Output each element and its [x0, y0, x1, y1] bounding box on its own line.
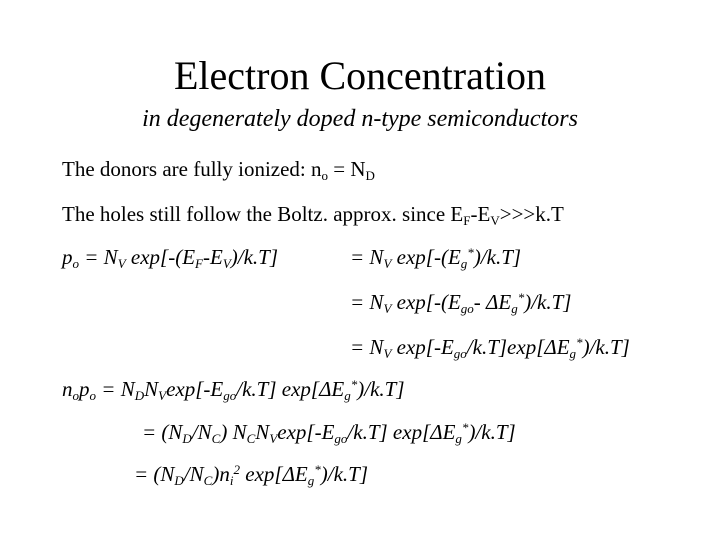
slide-title: Electron Concentration	[173, 53, 547, 98]
hole-concentration-step-1: = $N_V$ $\exp[-(E_g^*)/k.T]$	[350, 244, 522, 272]
np-product-step-2: = $(N_D/N_C)n_i^2$ $\exp[\Delta E_g^*)/k.T$]	[134, 461, 368, 489]
hole-concentration-step-3: = $N_V$ $\exp[-E_{go}/k.T]\exp[\Delta E_g^*)/k.T$]	[350, 334, 630, 362]
np-product-step-1: = $(N_D/N_C)$ $N_CN_V\exp[-E_{go}/k.T]$ $\exp[\Delta E_g^*)/k.T$]	[142, 419, 516, 447]
np-product-equation: $n_op_o = N_DN_V\exp[-E_{go}/k.T]$ $\exp[\Delta E_g^*)/k.T$]	[62, 376, 405, 404]
hole-concentration-equation: $p_o = N_V$ $\exp[-(E_F-E_V)/k.T]$	[62, 245, 279, 272]
hole-concentration-step-2: = $N_V$ $\exp[-(E_{go}-$ $\Delta E_g^*)/k.T$]	[350, 289, 572, 317]
donors-ionized-statement: The donors are fully ionized: $n_o = N_D$	[62, 157, 375, 184]
holes-boltzmann-statement: The holes still follow the Boltz. approx. since $E_F-E_V>>>k.T$	[62, 202, 564, 229]
slide-subtitle: in degenerately doped n-type semiconductors	[142, 106, 578, 132]
